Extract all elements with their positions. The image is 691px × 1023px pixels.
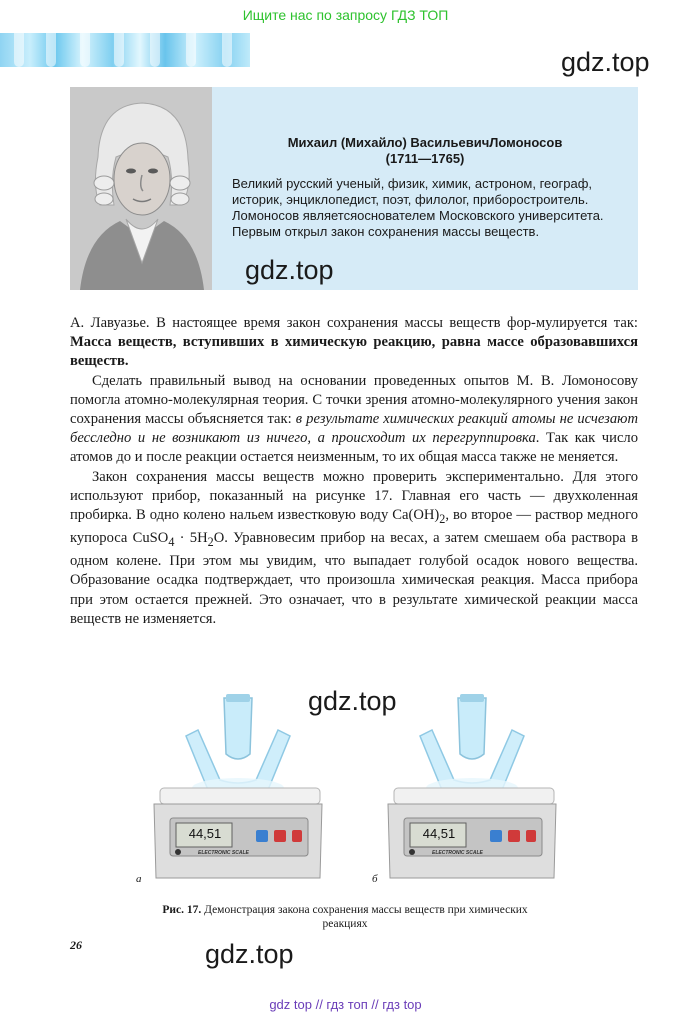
figure-caption: Рис. 17. Демонстрация закона сохранения массы веществ при химических реакциях [162,904,528,930]
scale-b-figure [384,690,560,886]
bio-line: Великий русский ученый, физик, химик, астроном, географ, [232,176,593,191]
scale-b-label: б [372,873,378,885]
scale-a-label: а [136,873,142,885]
bio-line: Первым открыл закон сохранения массы веществ. [232,224,540,239]
watermark: gdz.top [561,47,650,77]
bio-line: историк, энциклопедист, поэт, филолог, приборостроитель. [232,192,589,207]
search-hint-link[interactable]: Ищите нас по запросу ГДЗ ТОП [242,7,449,23]
watermark: gdz.top [308,686,397,716]
page-number: 26 [70,938,82,952]
paragraph: А. Лавуазье. В настоящее время закон сохранения массы веществ фор-мулируется так: Масса веществ, вступивших в химическую реакцию, равна массе образовавшихся веществ. [70,315,638,370]
scale-b-display: 44,51 [422,826,456,841]
law-statement: Масса веществ, вступивших в химическую реакцию, равна массе образовавшихся веществ. [70,334,638,370]
watermark: gdz.top [245,255,334,285]
bio-description [232,176,632,240]
body-text [70,314,638,629]
watermark: gdz.top [205,939,294,969]
scale-a-brand: ELECTRONIC SCALE [198,850,249,856]
paragraph: Сделать правильный вывод на основании проведенных опытов М. В. Ломоносову помогла атомно-молекулярная теория. С точки зрения атомно-молекулярного учения закон сохранения массы объясняется так: в результате химических реакций атомы не исчезают бесследно и не возникают из ничего, а происходит их перегруппировка. Так как число атомов до и после реакции остается неизменным, то их общая масса также не меняется. [70,372,639,466]
formula-calcium-hydroxide: $Ca(OH)_2$ [392,507,446,526]
test-tubes-banner [0,33,250,67]
scale-b-brand: ELECTRONIC SCALE [432,850,483,856]
atomic-explanation: в результате химических реакций атомы не исчезают бесследно и не возникают из ничего, а происходит их перегруппировка [70,411,638,447]
bio-title [212,135,638,167]
footer-links[interactable]: gdz top // гдз топ // гдз top [269,997,422,1012]
paragraph: Закон сохранения массы веществ можно проверить экспериментально. Для этого используют прибор, показанный на рисунке 17. Главная его часть — двухколенная пробирка. В одно колено нальем известковую воду $Ca(OH)_2$, во второе — раствор медного купороса CuSO$_4$ · $5H_2O$. Уравновесим прибор на весах, а затем смешаем оба раствора в одном колене. При этом мы увидим, что выпадает голубой осадок нового вещества. Образование осадка подтверждает, что произошла химическая реакция. Масса прибора при этом остается прежней. Это означает, что в результате химической реакции масса веществ не изменяется. [70,468,639,627]
scale-a-display: 44,51 [188,826,222,841]
lomonosov-portrait [70,87,212,290]
bio-name: Михаил (Михайло) ВасильевичЛомоносов [287,135,563,150]
bio-line: Ломоносов являетсяоснователем Московского университета. [232,208,604,223]
bio-years: (1711—1765) [385,151,465,166]
scale-a-figure [150,690,326,886]
formula-copper-sulfate: CuSO$_4$ · $5H_2O$ [132,530,225,550]
